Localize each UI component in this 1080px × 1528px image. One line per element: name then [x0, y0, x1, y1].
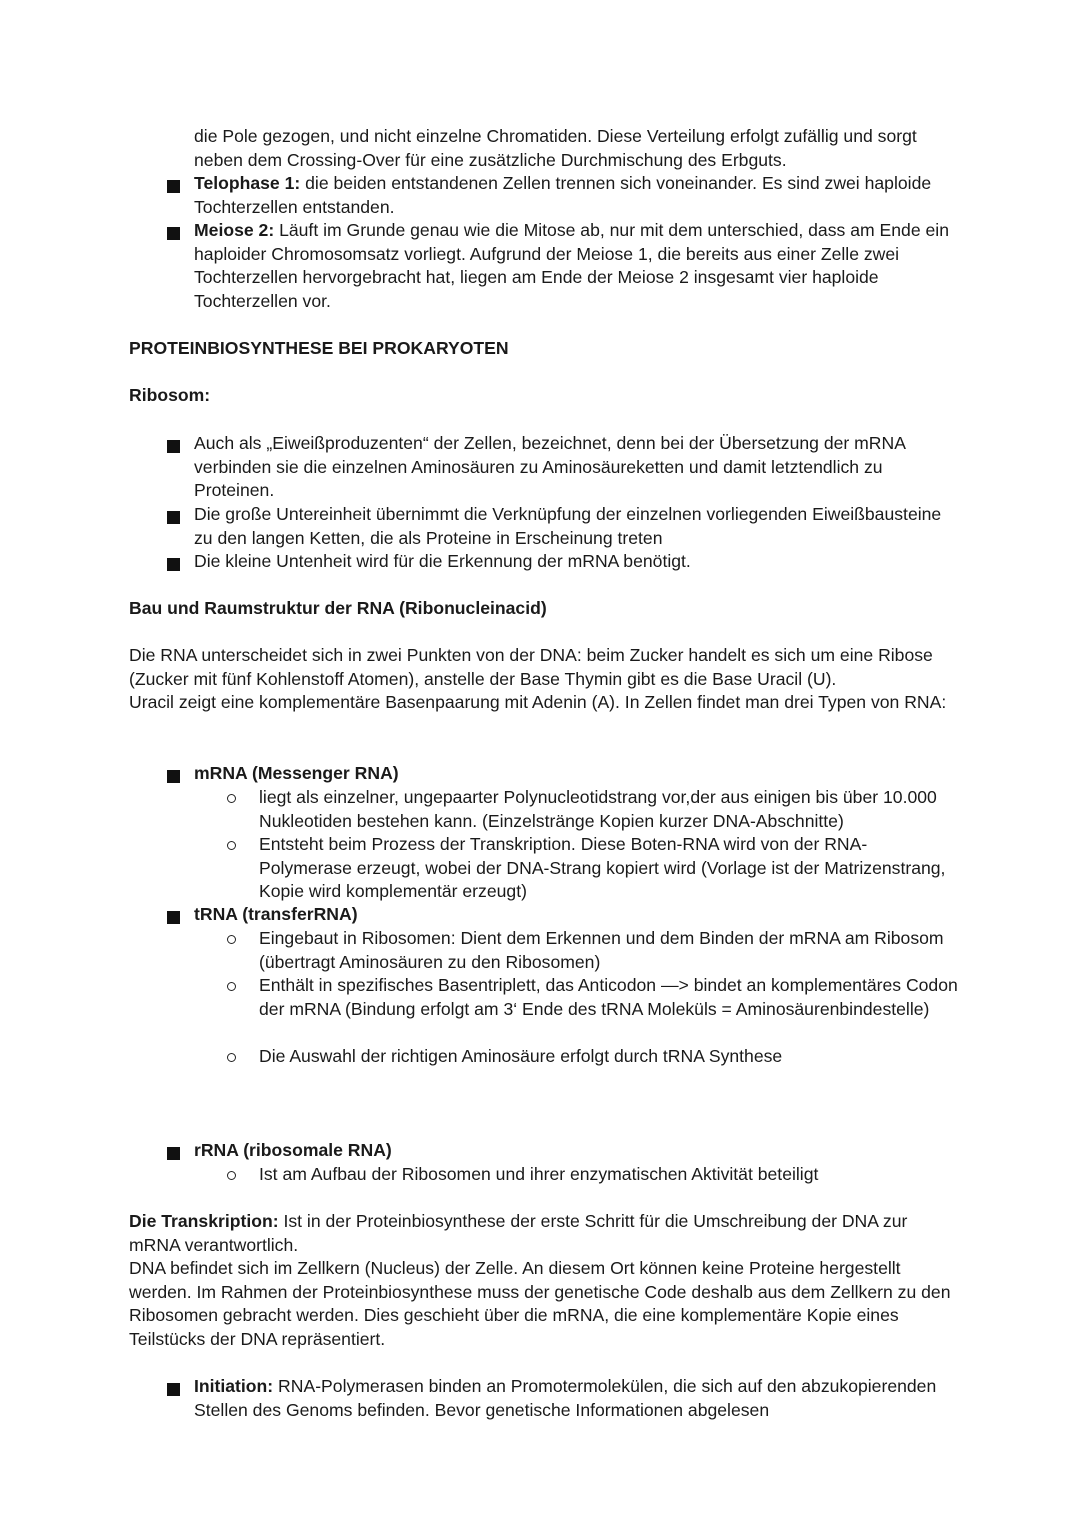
trna-title: tRNA (transferRNA) — [194, 904, 358, 924]
ribosom-item-1: Auch als „Eiweißproduzenten“ der Zellen, bezeichnet, denn bei der Übersetzung der mRNA verbinden sie die einzelnen Aminosäuren zu Aminosäureketten und damit letztendlich zu Proteinen. — [194, 433, 905, 501]
term-transkription: Die Transkription: — [129, 1211, 279, 1231]
mrna-point-2: Entsteht beim Prozess der Transkription. Diese Boten-RNA wird von der RNA-Polymerase erzeugt, wobei der DNA-Strang kopiert wird (Vorlage ist der Matrizenstrang, Kopie wird komplementär erzeugt) — [259, 834, 946, 902]
bullet-circle-icon — [227, 794, 236, 803]
bullet-square-icon — [167, 180, 180, 193]
transkription-intro — [129, 1210, 959, 1257]
text-meiose2: Läuft im Grunde genau wie die Mitose ab, nur mit dem unterschied, dass am Ende ein haploider Chromosomsatz vorliegt. Aufgrund der Meiose 1, die bereits aus einer Zelle zwei Tochterzellen hervorgebracht hat, liegen am Ende der Meiose 2 insgesamt vier haploide Tochterzellen vor. — [194, 220, 949, 311]
term-initiation: Initiation: — [194, 1376, 274, 1396]
trna-point-3: Die Auswahl der richtigen Aminosäure erfolgt durch tRNA Synthese — [259, 1046, 783, 1066]
ribosom-heading: Ribosom: — [129, 385, 211, 405]
text-transkription: Ist in der Proteinbiosynthese der erste Schritt für die Umschreibung der DNA zur mRNA verantwortlich. — [129, 1211, 908, 1255]
mrna-title: mRNA (Messenger RNA) — [194, 763, 399, 783]
rrna-title: rRNA (ribosomale RNA) — [194, 1140, 392, 1160]
bullet-square-icon — [167, 770, 180, 783]
trna-point-1: Eingebaut in Ribosomen: Dient dem Erkennen und dem Binden der mRNA am Ribosom (übertragt Aminosäuren zu den Ribosomen) — [259, 928, 944, 972]
list-item-meiose2 — [194, 219, 964, 313]
bullet-circle-icon — [227, 841, 236, 850]
bullet-square-icon — [167, 911, 180, 924]
mrna-point-1: liegt als einzelner, ungepaarter Polynucleotidstrang vor,der aus einigen bis über 10.000 Nukleotiden bestehen kann. (Einzelstränge Kopien kurzer DNA-Abschnitte) — [259, 787, 937, 831]
rna-intro-2: Uracil zeigt eine komplementäre Basenpaarung mit Adenin (A). In Zellen findet man drei Typen von RNA: — [129, 692, 947, 712]
bullet-circle-icon — [227, 1053, 236, 1062]
bullet-square-icon — [167, 1147, 180, 1160]
bullet-square-icon — [167, 440, 180, 453]
anaphase1-continuation: die Pole gezogen, und nicht einzelne Chromatiden. Diese Verteilung erfolgt zufällig und sorgt neben dem Crossing-Over für eine zusätzliche Durchmischung des Erbguts. — [194, 126, 917, 170]
bullet-square-icon — [167, 1383, 180, 1396]
bullet-circle-icon — [227, 982, 236, 991]
term-telophase1: Telophase 1: — [194, 173, 301, 193]
section-title: PROTEINBIOSYNTHESE BEI PROKARYOTEN — [129, 338, 509, 358]
transkription-paragraph: DNA befindet sich im Zellkern (Nucleus) der Zelle. An diesem Ort können keine Proteine hergestellt werden. Im Rahmen der Proteinbiosynthese muss der genetische Code deshalb aus dem Zellkern zu den Ribosomen gebracht werden. Dies geschieht über die mRNA, die eine komplementäre Kopie eines Teilstücks der DNA repräsentiert. — [129, 1258, 951, 1349]
term-meiose2: Meiose 2: — [194, 220, 275, 240]
list-item-initiation — [194, 1375, 964, 1422]
ribosom-item-3: Die kleine Untenheit wird für die Erkennung der mRNA benötigt. — [194, 551, 691, 571]
text-telophase1: die beiden entstandenen Zellen trennen sich voneinander. Es sind zwei haploide Tochterzellen entstanden. — [194, 173, 932, 217]
rna-heading: Bau und Raumstruktur der RNA (Ribonucleinacid) — [129, 598, 547, 618]
list-item-telophase1 — [194, 172, 964, 219]
trna-point-2: Enthält in spezifisches Basentriplett, das Anticodon —> bindet an komplementäres Codon der mRNA (Bindung erfolgt am 3‘ Ende des tRNA Moleküls = Aminosäurenbindestelle) — [259, 975, 958, 1019]
bullet-square-icon — [167, 511, 180, 524]
text-initiation: RNA-Polymerasen binden an Promotermolekülen, die sich auf den abzukopierenden Stellen des Genoms befinden. Bevor genetische Informationen abgelesen — [194, 1376, 937, 1420]
bullet-circle-icon — [227, 1171, 236, 1180]
bullet-square-icon — [167, 227, 180, 240]
ribosom-item-2: Die große Untereinheit übernimmt die Verknüpfung der einzelnen vorliegenden Eiweißbausteine zu den langen Ketten, die als Proteine in Erscheinung treten — [194, 504, 942, 548]
bullet-square-icon — [167, 558, 180, 571]
rna-intro-1: Die RNA unterscheidet sich in zwei Punkten von der DNA: beim Zucker handelt es sich um eine Ribose (Zucker mit fünf Kohlenstoff Atomen), anstelle der Base Thymin gibt es die Base Uracil (U). — [129, 645, 933, 689]
rrna-point-1: Ist am Aufbau der Ribosomen und ihrer enzymatischen Aktivität beteiligt — [259, 1164, 819, 1184]
bullet-circle-icon — [227, 935, 236, 944]
